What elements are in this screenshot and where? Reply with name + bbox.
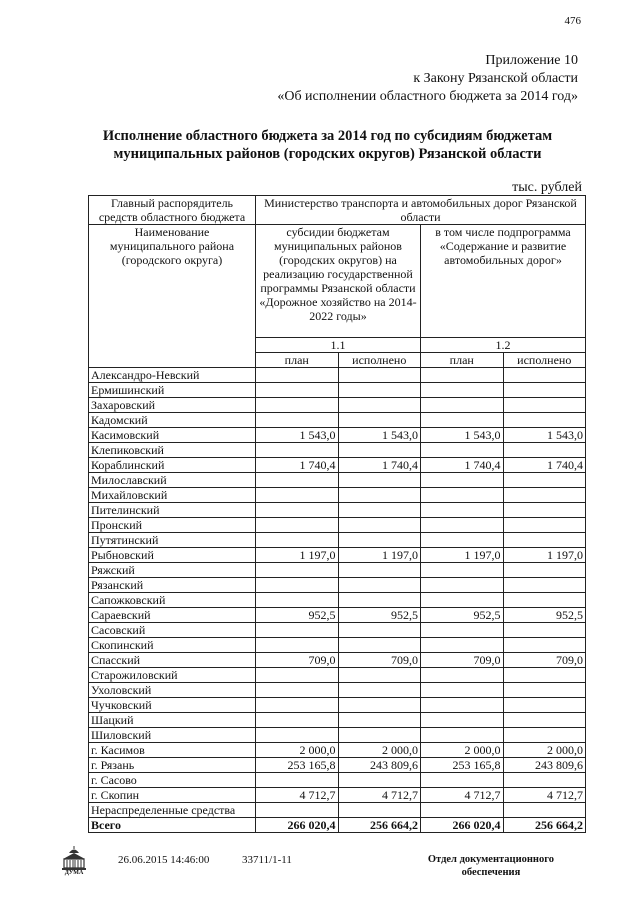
subsidy-executed-cell	[338, 638, 421, 653]
district-name-cell: Старожиловский	[89, 668, 256, 683]
duma-logo	[59, 846, 89, 880]
subprogram-executed-cell	[503, 488, 586, 503]
subprogram-executed-cell	[503, 383, 586, 398]
subsidy-executed-cell	[338, 683, 421, 698]
subprogram-plan-cell	[421, 398, 504, 413]
appendix-line-2: к Закону Рязанской области	[413, 71, 578, 86]
district-name-cell: Всего	[89, 818, 256, 833]
title-line-2: муниципальных районов (городских округов) Рязанской области	[113, 146, 542, 162]
subsidy-executed-cell	[338, 623, 421, 638]
district-name-cell: Нераспределенные средства	[89, 803, 256, 818]
table-row	[89, 518, 586, 533]
subsidy-plan-cell: 1 197,0	[256, 548, 339, 563]
subprogram-plan-cell	[421, 668, 504, 683]
district-name-cell: г. Сасово	[89, 773, 256, 788]
district-name-cell: Клепиковский	[89, 443, 256, 458]
table-header	[89, 196, 586, 368]
header-executed-2: исполнено	[503, 353, 586, 368]
subsidy-executed-cell	[338, 398, 421, 413]
subprogram-executed-cell	[503, 623, 586, 638]
subsidy-plan-cell	[256, 803, 339, 818]
subprogram-plan-cell	[421, 443, 504, 458]
subprogram-plan-cell	[421, 638, 504, 653]
total-row	[89, 818, 586, 833]
subprogram-plan-cell: 266 020,4	[421, 818, 504, 833]
district-name-cell: Александро-Невский	[89, 368, 256, 383]
table-row	[89, 368, 586, 383]
subsidy-executed-cell: 1 740,4	[338, 458, 421, 473]
subsidy-plan-cell	[256, 773, 339, 788]
subsidy-plan-cell	[256, 398, 339, 413]
appendix-block	[277, 52, 578, 106]
subsidy-plan-cell: 266 020,4	[256, 818, 339, 833]
subsidy-plan-cell	[256, 533, 339, 548]
table-row	[89, 488, 586, 503]
subprogram-executed-cell	[503, 578, 586, 593]
subprogram-executed-cell	[503, 668, 586, 683]
subprogram-plan-cell	[421, 623, 504, 638]
subprogram-executed-cell: 952,5	[503, 608, 586, 623]
subprogram-executed-cell	[503, 713, 586, 728]
district-name-cell: Ухоловский	[89, 683, 256, 698]
subsidy-executed-cell: 1 543,0	[338, 428, 421, 443]
header-executed-1: исполнено	[338, 353, 421, 368]
subprogram-executed-cell: 1 740,4	[503, 458, 586, 473]
district-name-cell: Спасский	[89, 653, 256, 668]
subprogram-plan-cell	[421, 383, 504, 398]
table-row	[89, 653, 586, 668]
header-ministry: Министерство транспорта и автомобильных дорог Рязанской области	[256, 196, 586, 225]
district-name-cell: Ряжский	[89, 563, 256, 578]
subprogram-plan-cell	[421, 518, 504, 533]
district-name-cell: Михайловский	[89, 488, 256, 503]
table-row	[89, 458, 586, 473]
subsidy-executed-cell	[338, 413, 421, 428]
table-row	[89, 788, 586, 803]
subprogram-executed-cell: 256 664,2	[503, 818, 586, 833]
district-name-cell: Кадомский	[89, 413, 256, 428]
table-row	[89, 383, 586, 398]
header-plan-1: план	[256, 353, 339, 368]
subsidy-executed-cell: 709,0	[338, 653, 421, 668]
subsidy-executed-cell	[338, 443, 421, 458]
page-number: 476	[564, 15, 581, 27]
subsidy-executed-cell	[338, 563, 421, 578]
district-name-cell: Шиловский	[89, 728, 256, 743]
district-name-cell: Милославский	[89, 473, 256, 488]
units-label: тыс. рублей	[512, 180, 582, 195]
subsidy-plan-cell: 4 712,7	[256, 788, 339, 803]
header-code-2: 1.2	[421, 338, 586, 353]
subsidy-plan-cell	[256, 578, 339, 593]
header-district-name: Наименование муниципального района (городского округа)	[89, 225, 256, 368]
district-name-cell: Путятинский	[89, 533, 256, 548]
subsidy-executed-cell	[338, 668, 421, 683]
district-name-cell: Шацкий	[89, 713, 256, 728]
table-row	[89, 803, 586, 818]
district-name-cell: Захаровский	[89, 398, 256, 413]
appendix-line-1: Приложение 10	[485, 53, 578, 68]
district-name-cell: Пителинский	[89, 503, 256, 518]
subsidy-executed-cell	[338, 728, 421, 743]
subsidy-executed-cell	[338, 698, 421, 713]
district-name-cell: Рыбновский	[89, 548, 256, 563]
header-distributor: Главный распорядитель средств областного бюджета	[89, 196, 256, 225]
duma-building-icon	[59, 846, 89, 872]
district-name-cell: Сасовский	[89, 623, 256, 638]
subsidy-plan-cell	[256, 713, 339, 728]
subsidy-executed-cell	[338, 803, 421, 818]
table-row	[89, 413, 586, 428]
subprogram-plan-cell: 952,5	[421, 608, 504, 623]
district-name-cell: Рязанский	[89, 578, 256, 593]
subsidy-plan-cell	[256, 383, 339, 398]
footer-department	[428, 853, 554, 879]
subsidy-executed-cell: 4 712,7	[338, 788, 421, 803]
subsidy-plan-cell: 709,0	[256, 653, 339, 668]
subsidy-plan-cell	[256, 593, 339, 608]
subprogram-executed-cell	[503, 503, 586, 518]
subprogram-executed-cell	[503, 683, 586, 698]
subprogram-plan-cell	[421, 773, 504, 788]
subsidy-plan-cell	[256, 623, 339, 638]
subsidy-plan-cell	[256, 368, 339, 383]
subsidy-executed-cell: 1 197,0	[338, 548, 421, 563]
subsidy-plan-cell	[256, 518, 339, 533]
subprogram-executed-cell	[503, 533, 586, 548]
table-row	[89, 743, 586, 758]
subsidy-plan-cell	[256, 413, 339, 428]
subprogram-executed-cell: 2 000,0	[503, 743, 586, 758]
subsidy-executed-cell	[338, 383, 421, 398]
subsidy-plan-cell: 952,5	[256, 608, 339, 623]
table-row	[89, 698, 586, 713]
subprogram-executed-cell	[503, 518, 586, 533]
subprogram-executed-cell	[503, 698, 586, 713]
subprogram-executed-cell	[503, 413, 586, 428]
subsidy-plan-cell	[256, 488, 339, 503]
subprogram-plan-cell	[421, 803, 504, 818]
district-name-cell: Кораблинский	[89, 458, 256, 473]
subprogram-plan-cell	[421, 413, 504, 428]
table-row	[89, 443, 586, 458]
subsidy-plan-cell	[256, 503, 339, 518]
subprogram-plan-cell	[421, 593, 504, 608]
subsidy-executed-cell	[338, 518, 421, 533]
subprogram-executed-cell: 4 712,7	[503, 788, 586, 803]
subprogram-plan-cell	[421, 683, 504, 698]
table-row	[89, 473, 586, 488]
table-row	[89, 683, 586, 698]
table-row	[89, 428, 586, 443]
subsidy-plan-cell: 253 165,8	[256, 758, 339, 773]
subprogram-executed-cell: 709,0	[503, 653, 586, 668]
subsidy-executed-cell	[338, 593, 421, 608]
subprogram-executed-cell: 1 543,0	[503, 428, 586, 443]
document-title	[40, 127, 615, 163]
subprogram-executed-cell	[503, 803, 586, 818]
table-row	[89, 713, 586, 728]
subsidy-plan-cell	[256, 563, 339, 578]
table-row	[89, 578, 586, 593]
table-row	[89, 623, 586, 638]
subprogram-plan-cell: 1 197,0	[421, 548, 504, 563]
subprogram-plan-cell: 253 165,8	[421, 758, 504, 773]
subprogram-plan-cell	[421, 533, 504, 548]
subsidy-plan-cell: 1 740,4	[256, 458, 339, 473]
subprogram-executed-cell	[503, 368, 586, 383]
subprogram-plan-cell: 4 712,7	[421, 788, 504, 803]
subsidy-executed-cell	[338, 488, 421, 503]
district-name-cell: Сараевский	[89, 608, 256, 623]
subprogram-plan-cell: 1 543,0	[421, 428, 504, 443]
subprogram-executed-cell	[503, 728, 586, 743]
table-body	[89, 368, 586, 833]
subsidy-executed-cell: 952,5	[338, 608, 421, 623]
subprogram-executed-cell: 243 809,6	[503, 758, 586, 773]
subsidy-executed-cell	[338, 503, 421, 518]
subsidy-plan-cell	[256, 443, 339, 458]
table-row	[89, 533, 586, 548]
subsidy-executed-cell	[338, 713, 421, 728]
subprogram-executed-cell	[503, 443, 586, 458]
subsidy-plan-cell: 1 543,0	[256, 428, 339, 443]
subprogram-plan-cell: 1 740,4	[421, 458, 504, 473]
district-name-cell: г. Рязань	[89, 758, 256, 773]
department-line-1: Отдел документационного	[427, 854, 554, 865]
header-plan-2: план	[421, 353, 504, 368]
table-row	[89, 668, 586, 683]
subprogram-plan-cell	[421, 473, 504, 488]
subsidy-plan-cell	[256, 668, 339, 683]
table-row	[89, 398, 586, 413]
subprogram-executed-cell	[503, 398, 586, 413]
district-name-cell: Пронский	[89, 518, 256, 533]
table-row	[89, 608, 586, 623]
subsidy-executed-cell	[338, 368, 421, 383]
footer-timestamp: 26.06.2015 14:46:00	[118, 854, 210, 866]
subprogram-executed-cell	[503, 563, 586, 578]
subprogram-executed-cell: 1 197,0	[503, 548, 586, 563]
subprogram-plan-cell	[421, 578, 504, 593]
subprogram-executed-cell	[503, 773, 586, 788]
appendix-line-3: «Об исполнении областного бюджета за 2014 год»	[277, 89, 578, 104]
subprogram-executed-cell	[503, 638, 586, 653]
subprogram-plan-cell: 2 000,0	[421, 743, 504, 758]
subsidy-executed-cell: 243 809,6	[338, 758, 421, 773]
table-row	[89, 563, 586, 578]
district-name-cell: Чучковский	[89, 698, 256, 713]
budget-table	[88, 195, 586, 833]
subsidy-plan-cell	[256, 698, 339, 713]
subsidy-executed-cell	[338, 578, 421, 593]
subprogram-executed-cell	[503, 593, 586, 608]
district-name-cell: Сапожковский	[89, 593, 256, 608]
subprogram-plan-cell	[421, 698, 504, 713]
district-name-cell: Ермишинский	[89, 383, 256, 398]
district-name-cell: г. Скопин	[89, 788, 256, 803]
header-subprogram: в том числе подпрограмма «Содержание и развитие автомобильных дорог»	[421, 225, 586, 338]
subsidy-executed-cell	[338, 533, 421, 548]
subsidy-plan-cell: 2 000,0	[256, 743, 339, 758]
department-line-2: обеспечения	[461, 867, 521, 878]
table-row	[89, 503, 586, 518]
header-code-1: 1.1	[256, 338, 421, 353]
district-name-cell: г. Касимов	[89, 743, 256, 758]
footer-document-id: 33711/1-11	[242, 854, 292, 866]
subsidy-plan-cell	[256, 683, 339, 698]
subprogram-executed-cell	[503, 473, 586, 488]
table-row	[89, 773, 586, 788]
subsidy-executed-cell: 2 000,0	[338, 743, 421, 758]
subprogram-plan-cell	[421, 563, 504, 578]
table-row	[89, 593, 586, 608]
subsidy-plan-cell	[256, 638, 339, 653]
subprogram-plan-cell	[421, 368, 504, 383]
subprogram-plan-cell	[421, 503, 504, 518]
subprogram-plan-cell	[421, 728, 504, 743]
table-row	[89, 728, 586, 743]
title-line-1: Исполнение областного бюджета за 2014 год по субсидиям бюджетам	[102, 128, 553, 144]
header-subsidy: субсидии бюджетам муниципальных районов (городских округов) на реализацию государственной программы Рязанской области «Дорожное хозяйство на 2014-2022 годы»	[256, 225, 421, 338]
subprogram-plan-cell: 709,0	[421, 653, 504, 668]
subsidy-plan-cell	[256, 728, 339, 743]
district-name-cell: Скопинский	[89, 638, 256, 653]
district-name-cell: Касимовский	[89, 428, 256, 443]
subsidy-executed-cell	[338, 773, 421, 788]
subsidy-plan-cell	[256, 473, 339, 488]
subsidy-executed-cell: 256 664,2	[338, 818, 421, 833]
table-row	[89, 638, 586, 653]
table-row	[89, 758, 586, 773]
subprogram-plan-cell	[421, 488, 504, 503]
logo-caption: ДУМА	[64, 870, 84, 876]
subprogram-plan-cell	[421, 713, 504, 728]
table-row	[89, 548, 586, 563]
subsidy-executed-cell	[338, 473, 421, 488]
